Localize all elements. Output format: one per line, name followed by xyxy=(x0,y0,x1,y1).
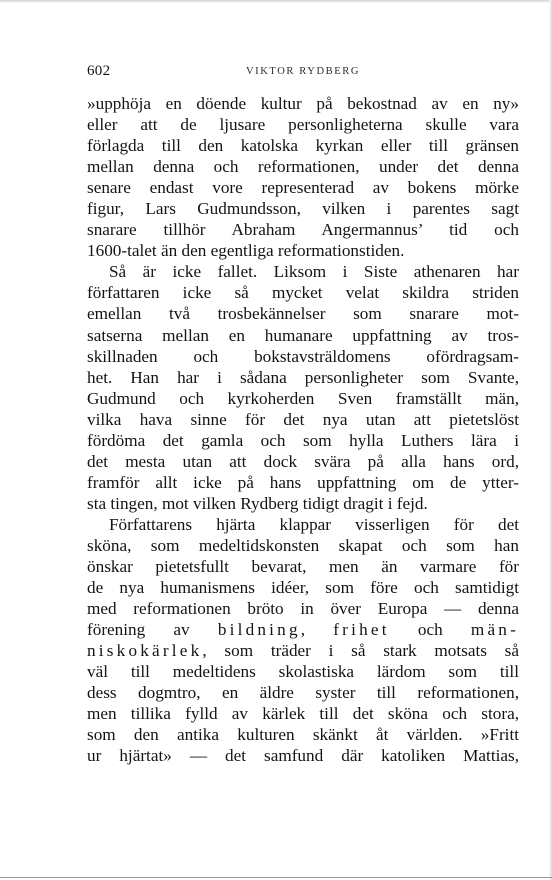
text-line: senare endast vore representerad av bokens mörke xyxy=(87,178,519,198)
page-number: 602 xyxy=(87,63,111,79)
text-line: eller att de ljusare personligheterna skulle vara xyxy=(87,115,519,135)
text-line: vilka hava sinne för det nya utan att pietetslöst xyxy=(87,409,519,429)
text-line: önskar pietetsfullt bevarat, men än varmare för xyxy=(87,557,519,577)
text-line: väl till medeltidens skolastiska lärdom som till xyxy=(87,662,519,682)
text-line: figur, Lars Gudmundsson, vilken i parentes sagt xyxy=(87,199,519,219)
text-line: skillnaden och bokstavsträldomens ofördragsam- xyxy=(87,346,519,366)
text-line: satserna mellan en humanare uppfattning av tros- xyxy=(87,325,519,345)
scan-bottom-edge xyxy=(0,877,552,878)
spaced-word: män- xyxy=(470,620,520,640)
text-line: Författarens hjärta klappar visserligen för det xyxy=(109,514,519,534)
text-line: ur hjärtat» — det samfund där katoliken Mattias, xyxy=(87,746,519,766)
text-line: dess dogmtro, en äldre syster till reformationen, xyxy=(87,683,519,703)
page-header xyxy=(87,63,519,83)
text-line: snarare tillhör Abraham Angermannus’ tid och xyxy=(87,220,519,240)
text-line: förlagda till den katolska kyrkan eller till gränsen xyxy=(87,136,519,156)
text-line: som den antika kulturen skänkt åt världen. »Fritt xyxy=(87,725,519,745)
text-run: förening av xyxy=(87,620,218,640)
text-run: , xyxy=(300,620,334,640)
text-line-spaced xyxy=(87,640,519,661)
text-line: het. Han har i sådana personligheter som Svante, xyxy=(87,367,519,387)
running-head: VIKTOR RYDBERG xyxy=(245,66,361,77)
spaced-word: niskokärlek xyxy=(87,641,203,661)
text-line: men tillika fylld av kärlek till det sköna och stora, xyxy=(87,704,519,724)
text-run: , som träder i så stark motsats så xyxy=(202,641,519,661)
text-line: sköna, som medeltidskonsten skapat och som han xyxy=(87,535,519,555)
scan-top-edge xyxy=(0,0,552,3)
text-line: sta tingen, mot vilken Rydberg tidigt dragit i fejd. xyxy=(87,493,428,513)
text-line: det mesta utan att dock svära på alla hans ord, xyxy=(87,451,519,471)
body-text xyxy=(87,93,519,767)
spaced-word: frihet xyxy=(333,620,390,640)
text-line: »upphöja en döende kultur på bekostnad av en ny» xyxy=(87,94,519,113)
text-line: Gudmund och kyrkoherden Sven framställt män, xyxy=(87,388,519,408)
text-line-spaced xyxy=(87,619,519,640)
text-line: med reformationen bröto in över Europa — denna xyxy=(87,599,519,619)
text-line: mellan denna och reformationen, under det denna xyxy=(87,157,519,177)
text-line: fördöma det gamla och som hylla Luthers lära i xyxy=(87,430,519,450)
text-line: 1600-talet än den egentliga reformationstiden. xyxy=(87,241,405,261)
text-run: och xyxy=(389,620,471,640)
text-line: emellan två trosbekännelser som snarare mot- xyxy=(87,304,519,324)
text-line: författaren icke så mycket velat skildra striden xyxy=(87,283,519,303)
text-line: Så är icke fallet. Liksom i Siste athenaren har xyxy=(109,262,519,282)
text-line: framför allt icke på hans uppfattning om de ytter- xyxy=(87,472,519,492)
text-line: de nya humanismens idéer, som före och samtidigt xyxy=(87,578,519,598)
spaced-word: bildning xyxy=(217,620,301,640)
